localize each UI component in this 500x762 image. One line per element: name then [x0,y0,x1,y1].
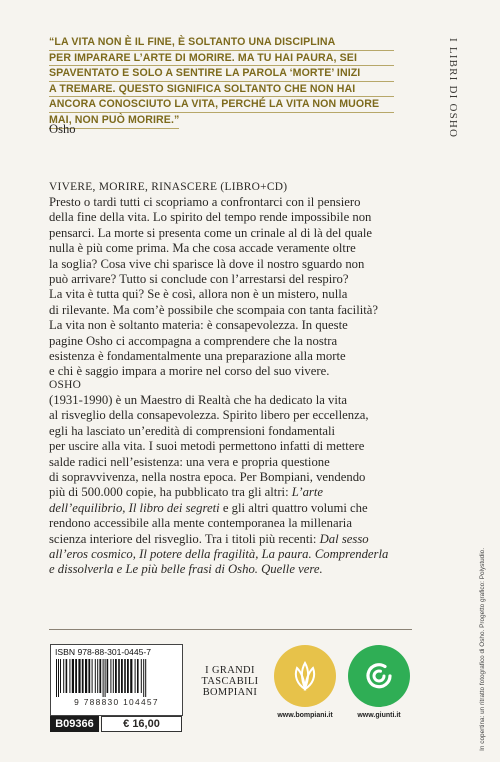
barcode-bar [143,659,144,697]
barcode-bar [115,659,117,693]
barcode-bar [92,659,93,693]
description-line: pagine Osho ci accompagna a comprendere che la nostra [49,333,338,348]
barcode-bar [121,659,123,693]
cover-credit: In copertina: un ritratto fotografico di Osho. Progetto grafico: Polystudio. [479,548,486,751]
description-line: di rilevante. Ma com’è possibile che scompaia con tanta facilità? [49,302,379,317]
barcode-bar [72,659,74,693]
bio-text: scienza interiore del risveglio. Tra i titoli più recenti: [49,531,320,546]
bio-italic-title: Dal sesso [319,531,369,546]
barcode-bar [135,659,136,693]
series-vertical-label: I LIBRI DI OSHO [447,38,459,139]
bompiani-logo-block [272,645,338,719]
bio-text: e gli altri quattro volumi che [219,500,368,515]
bio-italic-title: all’eros cosmico, Il potere della fragilità, La paura. Comprenderla [49,547,389,562]
series-name [196,665,264,698]
description-line: esistenza è fondamentalmente una preparazione alla morte [49,349,346,364]
bottom-divider [49,629,412,630]
spiral-g-icon [363,660,395,692]
barcode-bar [97,659,98,693]
barcode-panel [50,644,183,716]
quote-line: ANCORA CONOSCIUTO LA VITA, PERCHÉ LA VITA NON MUORE [49,97,394,113]
barcode-bar [110,659,111,693]
barcode-bar [99,659,101,693]
barcode-bar [127,659,129,693]
bio-italic-title: L’arte [291,485,324,500]
barcode-bar [137,659,139,693]
barcode-bar [60,659,61,693]
book-description [49,195,401,380]
bio-line: di sopravvivenza, nella nostra epoca. Per Bompiani, vendendo [49,470,366,485]
product-code: B09366 [50,716,99,732]
giunti-logo-icon [348,645,410,707]
flower-icon [288,659,322,693]
author-bio [49,393,401,578]
barcode-bar [82,659,84,693]
barcode-bars [55,659,178,697]
barcode-bar [85,659,87,693]
barcode-bar [63,659,64,693]
giunti-url: www.giunti.it [357,712,401,719]
bio-italic-title: dell’equilibrio, Il libro dei segreti [49,500,220,515]
series-line: I GRANDI [205,665,255,676]
price-tag: € 16,00 [101,716,182,732]
bio-line: (1931-1990) è un Maestro di Realtà che ha dedicato la vita [49,393,348,407]
barcode-bar [95,659,96,693]
author-heading: OSHO [49,379,82,391]
bio-line: al risveglio della consapevolezza. Spirito libero per eccellenza, [49,408,369,423]
quote-line: SPAVENTATO E SOLO A SENTIRE LA PAROLA ‘MORTE’ INIZI [49,66,394,82]
bompiani-logo-icon [274,645,336,707]
bio-line [49,501,401,516]
description-line: nulla è più come prima. Ma che cosa accade veramente oltre [49,241,356,256]
barcode-bar [69,659,70,693]
description-line: La vita non è soltanto materia: è consapevolezza. In queste [49,318,348,333]
description-line: la soglia? Cosa vive chi sparisce là dove il nostro sguardo non [49,256,365,271]
barcode-bar [103,659,104,697]
barcode-bar [105,659,106,697]
bio-line [49,547,401,562]
barcode-bar [130,659,132,693]
cover-quote [49,35,394,129]
quote-line: MAI, NON PUÒ MORIRE.” [49,113,179,129]
quote-line: PER IMPARARE L’ARTE DI MORIRE. MA TU HAI PAURA, SEI [49,51,394,67]
bio-line [49,485,401,500]
quote-author: Osho [49,122,76,136]
bompiani-url: www.bompiani.it [277,712,333,719]
bio-line: rendono accessibile alla mente contemporanea la millenaria [49,516,352,531]
barcode-bar [56,659,57,697]
isbn-text: ISBN 978-88-301-0445-7 [55,647,152,657]
bio-line: salde radici nell’esistenza: una vera e propria questione [49,454,330,469]
barcode-bar [107,659,109,693]
bio-text: più di 500.000 copie, ha pubblicato tra gli altri: [49,485,292,500]
barcode-bar [66,659,68,693]
barcode-bar [58,659,59,697]
series-line: TASCABILI [201,676,259,687]
bio-line: egli ha lasciato un’eredità di comprensioni fondamentali [49,423,336,438]
barcode-digits: 9 788830 104457 [74,697,159,707]
barcode-bar [124,659,126,693]
description-line: La vita è tutta qui? Se è così, allora non è un mistero, nulla [49,287,348,302]
description-line: della fine della vita. Lo spirito del tempo rende impossibile non [49,210,372,225]
book-title-heading: VIVERE, MORIRE, RINASCERE (LIBRO+CD) [49,181,288,193]
description-line: pensarci. La morte si presenta come un crinale al di là del quale [49,225,373,240]
description-line: può arrivare? Tutto si conclude con l’arrestarsi del respiro? [49,272,349,287]
barcode-bar [113,659,114,693]
barcode-bar [118,659,120,693]
quote-line: A TREMARE. QUESTO SIGNIFICA SOLTANTO CHE NON HAI [49,82,394,98]
bio-line [49,562,401,577]
barcode-bar [78,659,80,693]
barcode-bar [88,659,90,693]
bio-line: per uscire alla vita. I suoi metodi permettono infatti di mettere [49,439,365,454]
barcode-bar [141,659,142,693]
giunti-logo-block [346,645,412,719]
quote-line: “LA VITA NON È IL FINE, È SOLTANTO UNA DISCIPLINA [49,35,394,51]
series-line: BOMPIANI [202,687,258,698]
description-line: Presto o tardi tutti ci scopriamo a confrontarci con il pensiero [49,195,361,209]
description-line: e chi è saggio impara a morire nel corso del suo vivere. [49,364,330,379]
bio-line [49,532,401,547]
barcode-bar [75,659,77,693]
barcode-bar [145,659,146,697]
bio-italic-title: e dissolverla e Le più belle frasi di Osho. Quelle vere. [49,562,323,577]
